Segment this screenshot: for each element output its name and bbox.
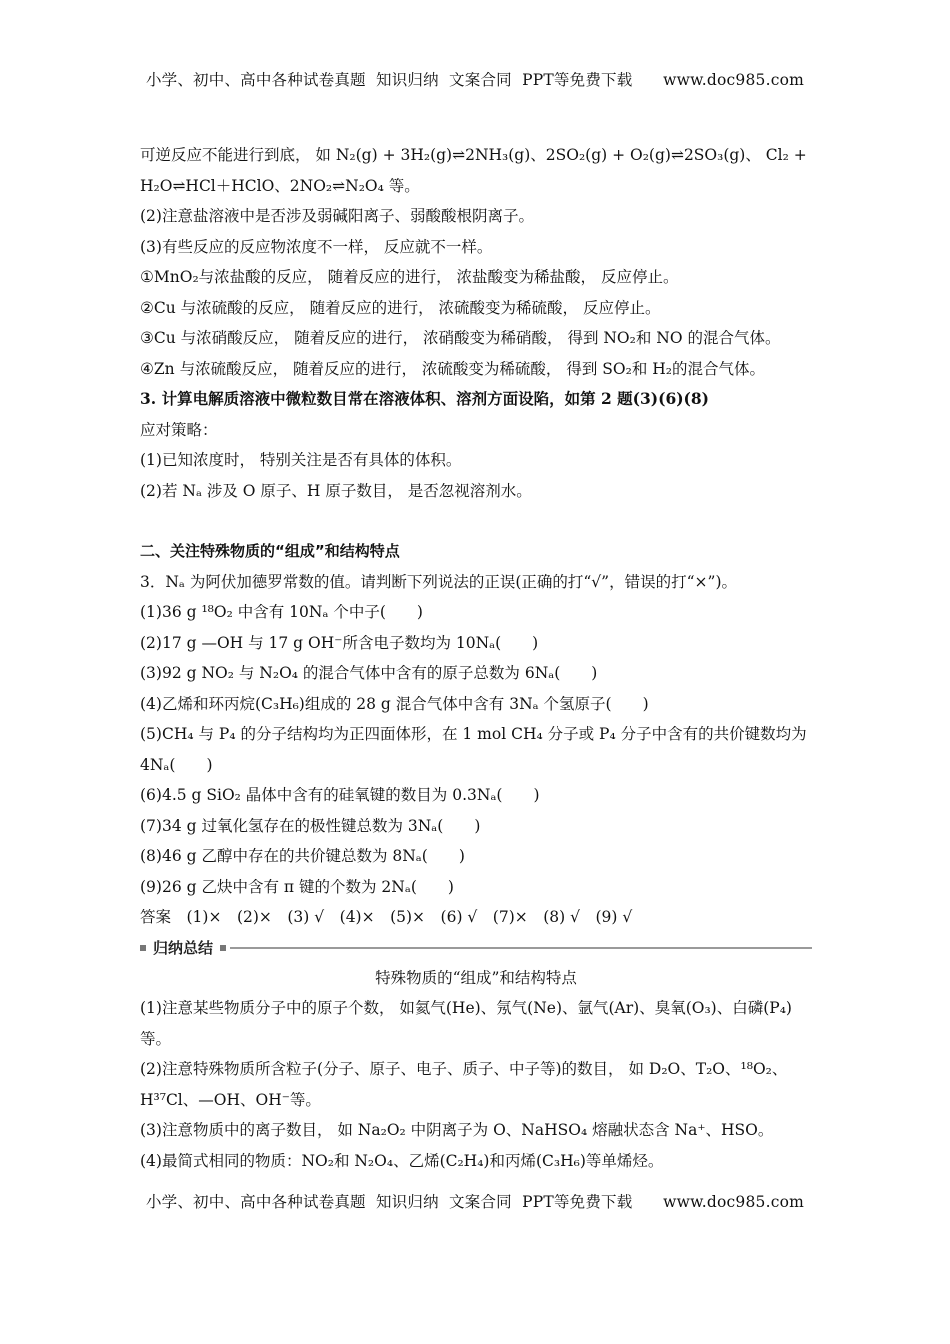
summary-line: (2)注意特殊物质所含粒子(分子、原子、电子、质子、中子等)的数目， 如 D₂O、T₂O、¹⁸O₂、 (140, 1060, 788, 1078)
question-item: (5)CH₄ 与 P₄ 的分子结构均为正四面体形，在 1 mol CH₄ 分子或 P₄ 分子中含有的共价键数均为 (140, 725, 807, 743)
text-line: 可逆反应不能进行到底， 如 N₂(g) + 3H₂(g)⇌2NH₃(g)、2SO₂(g) + O₂(g)⇌2SO₃(g)、 Cl₂ + (140, 146, 807, 164)
text-line: ②Cu 与浓硫酸的反应， 随着反应的进行， 浓硫酸变为稀硫酸， 反应停止。 (140, 298, 661, 317)
strategy-item: (1)已知浓度时， 特别关注是否有具体的体积。 (140, 451, 462, 469)
question-item: (6)4.5 g SiO₂ 晶体中含有的硅氧键的数目为 0.3Nₐ( ) (140, 786, 540, 804)
question-item: (1)36 g ¹⁸O₂ 中含有 10Nₐ 个中子( ) (140, 603, 423, 621)
tip-heading: 3. 计算电解质溶液中微粒数目常在溶液体积、溶剂方面设陷，如第 2 题(3)(6)(8) (140, 389, 710, 408)
summary-line: (1)注意某些物质分子中的原子个数， 如氦气(He)、氖气(Ne)、氩气(Ar)、臭氧(O₃)、白磷(P₄) (140, 999, 792, 1017)
summary-line: H³⁷Cl、—OH、OH⁻等。 (140, 1090, 321, 1109)
section-title: 二、关注特殊物质的“组成”和结构特点 (140, 542, 400, 560)
page-content (140, 140, 812, 1176)
page-footer: 小学、初中、高中各种试卷真题 知识归纳 文案合同 PPT等免费下载 www.doc985.com (145, 1193, 805, 1211)
square-bullet-icon (220, 945, 226, 951)
divider (230, 947, 812, 949)
question-item: (7)34 g 过氧化氢存在的极性键总数为 3Nₐ( ) (140, 816, 481, 835)
text-line: ③Cu 与浓硝酸反应， 随着反应的进行， 浓硝酸变为稀硝酸， 得到 NO₂和 NO 的混合气体。 (140, 329, 781, 347)
question-item: (2)17 g —OH 与 17 g OH⁻所含电子数均为 10Nₐ( ) (140, 633, 539, 652)
question-item: 4Nₐ( ) (140, 755, 213, 774)
question-item: (4)乙烯和环丙烷(C₃H₆)组成的 28 g 混合气体中含有 3Nₐ 个氢原子( ) (140, 694, 649, 713)
text-line: (3)有些反应的反应物浓度不一样， 反应就不一样。 (140, 237, 493, 256)
summary-bar (140, 933, 812, 963)
question-item: (8)46 g 乙醇中存在的共价键总数为 8Nₐ( ) (140, 847, 465, 865)
question-stem: 3．Nₐ 为阿伏加德罗常数的值。请判断下列说法的正误(正确的打“√”，错误的打“×”)。 (140, 572, 737, 591)
text-line: ④Zn 与浓硫酸反应， 随着反应的进行， 浓硫酸变为稀硫酸， 得到 SO₂和 H₂的混合气体。 (140, 359, 765, 378)
page-header: 小学、初中、高中各种试卷真题 知识归纳 文案合同 PPT等免费下载 www.doc985.com (145, 71, 805, 89)
text-line: H₂O⇌HCl＋HClO、2NO₂⇌N₂O₄ 等。 (140, 176, 420, 195)
question-item: (3)92 g NO₂ 与 N₂O₄ 的混合气体中含有的原子总数为 6Nₐ( ) (140, 664, 598, 682)
strategy-label: 应对策略： (140, 420, 218, 439)
strategy-item: (2)若 Nₐ 涉及 O 原子、H 原子数目， 是否忽视溶剂水。 (140, 481, 532, 500)
summary-line: 等。 (140, 1029, 172, 1048)
square-bullet-icon (140, 945, 146, 951)
answer-line: 答案 (1)× (2)× (3) √ (4)× (5)× (6) √ (7)× (8) √ (9) √ (140, 908, 633, 926)
text-line: (2)注意盐溶液中是否涉及弱碱阳离子、弱酸酸根阴离子。 (140, 207, 534, 225)
text-line: ①MnO₂与浓盐酸的反应， 随着反应的进行， 浓盐酸变为稀盐酸， 反应停止。 (140, 268, 679, 286)
summary-line: (4)最简式相同的物质：NO₂和 N₂O₄、乙烯(C₂H₄)和丙烯(C₃H₆)等单烯烃。 (140, 1151, 664, 1170)
question-item: (9)26 g 乙炔中含有 π 键的个数为 2Nₐ( ) (140, 877, 454, 896)
summary-label: 归纳总结 (153, 939, 214, 957)
summary-line: (3)注意物质中的离子数目， 如 Na₂O₂ 中阴离子为 O、NaHSO₄ 熔融状态含 Na⁺、HSO。 (140, 1121, 774, 1139)
summary-heading: 特殊物质的“组成”和结构特点 (375, 968, 577, 987)
